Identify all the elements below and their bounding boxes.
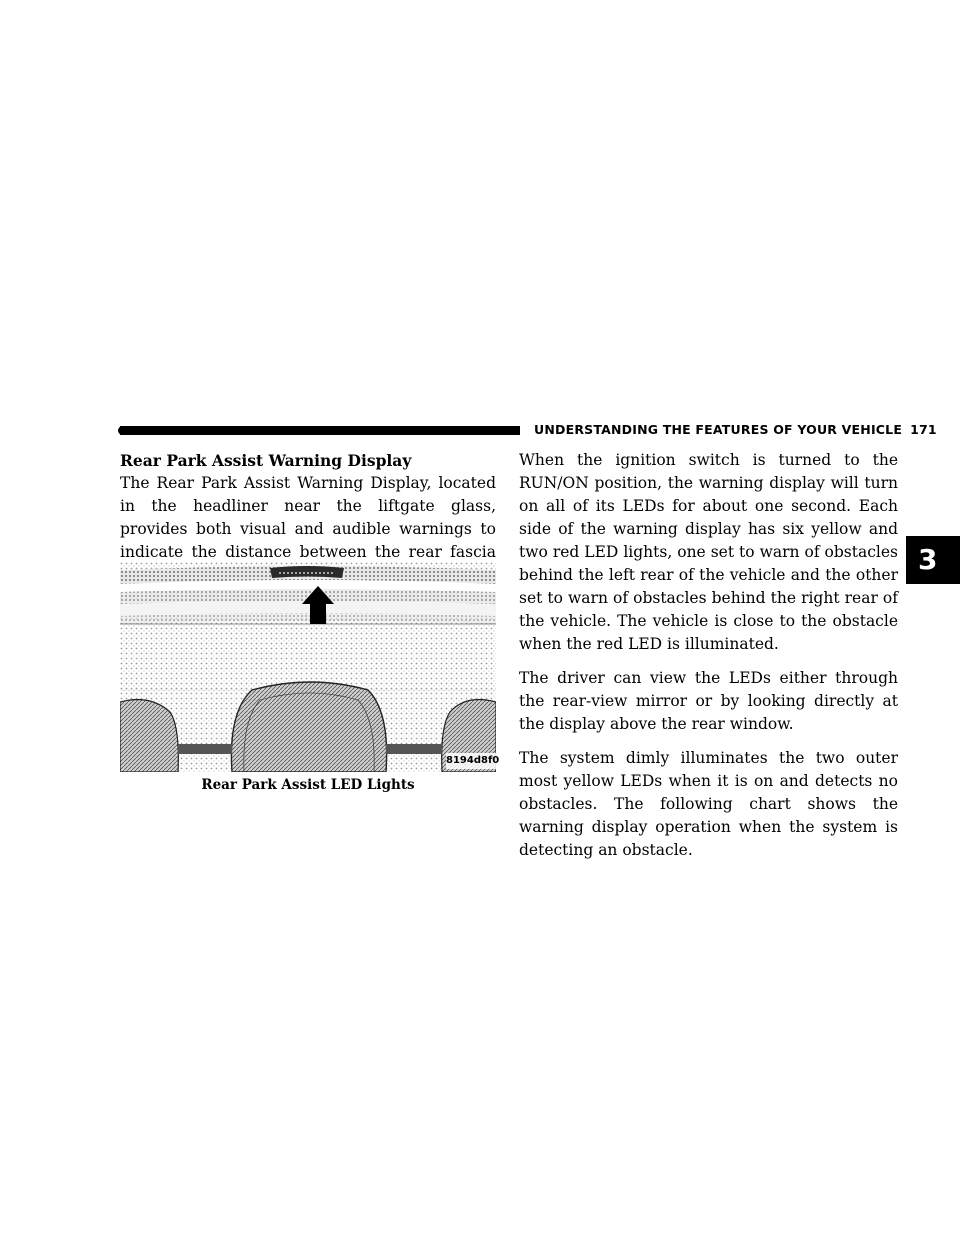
paragraph-ignition: When the ignition switch is turned to the RUN/ON position, the warning display will turn on all of its LEDs for about one second. Each side of the warning display has six yellow and two red LED lights, one set to warn of obstacles behind the left rear of the vehicle and the other set to warn of obstacles behind the right rear of the vehicle. The vehicle is close to the obstacle when the red LED is illuminated. — [519, 451, 898, 653]
header-page-number: 171 — [910, 422, 937, 437]
right-column — [519, 449, 898, 873]
section-heading: Rear Park Assist Warning Display — [120, 451, 412, 470]
rear-window-headliner-illustration — [120, 562, 496, 772]
header-rule — [120, 426, 520, 435]
figure-caption: Rear Park Assist LED Lights — [201, 777, 415, 793]
running-header — [534, 420, 937, 440]
paragraph-dim-illumination: The system dimly illuminates the two outer most yellow LEDs when it is on and detects no obstacles. The following chart shows the warning display operation when the system is detecting an obstacle. — [519, 749, 898, 859]
header-section-title: UNDERSTANDING THE FEATURES OF YOUR VEHICLE — [534, 422, 903, 437]
chapter-tab: 3 — [906, 536, 960, 584]
figure-rear-park-assist-illustration — [120, 562, 496, 772]
paragraph-view-leds: The driver can view the LEDs either through the rear-view mirror or by looking directly at the display above the rear window. — [519, 669, 898, 733]
figure-code: 8194d8f0 — [446, 753, 496, 769]
intro-paragraph: The Rear Park Assist Warning Display, located in the headliner near the liftgate glass, provides both visual and audible warnings to indicate the distance between the rear fascia — [120, 474, 496, 561]
